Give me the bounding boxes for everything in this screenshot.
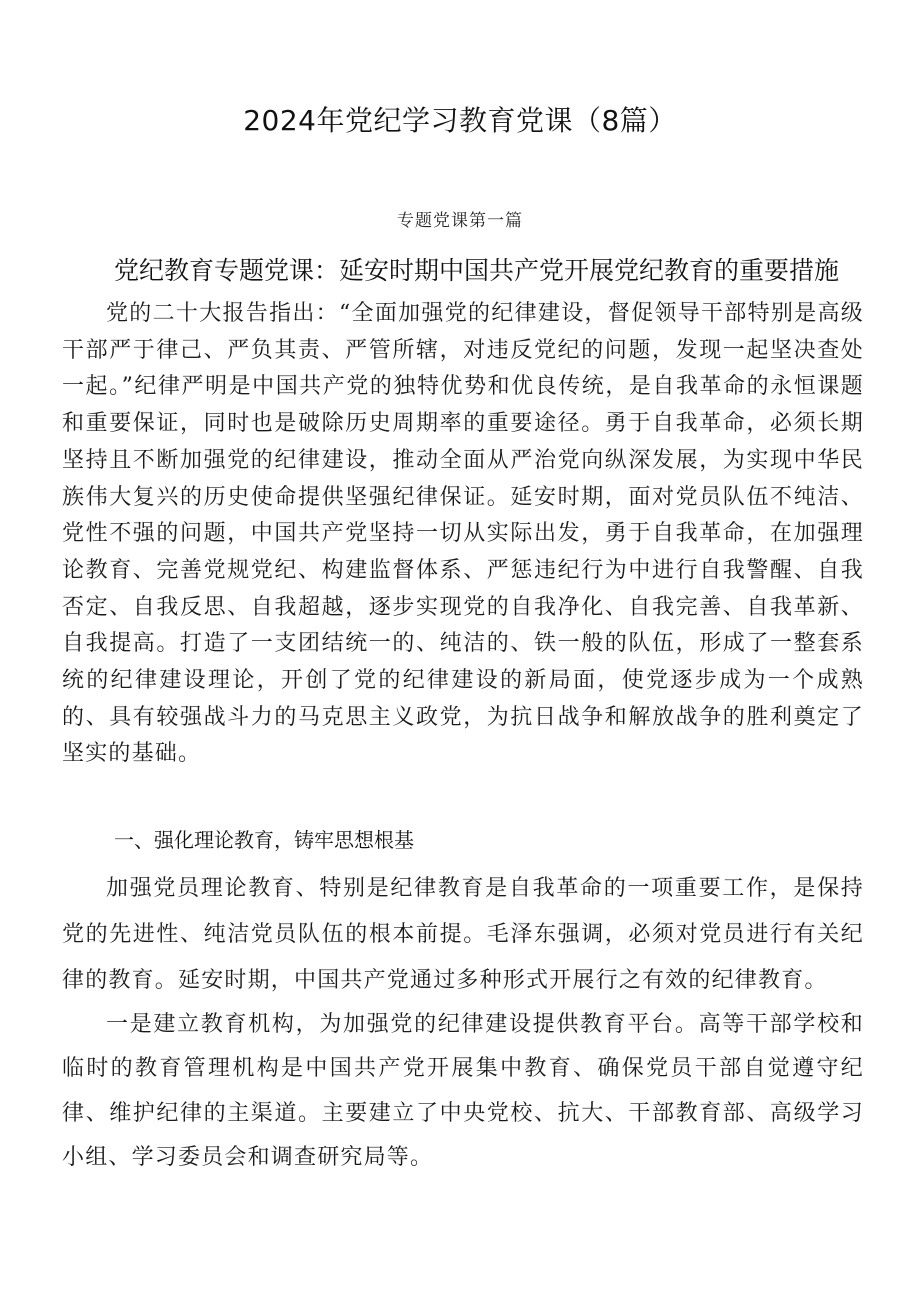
section-label: 专题党课第一篇 bbox=[397, 211, 523, 231]
paragraph-intro: 党的二十大报告指出：“全面加强党的纪律建设，督促领导干部特别是高级干部严于律己、严负其责、严管所辖，对违反党纪的问题，发现一起坚决查处一起。”纪律严明是中国共产党的独特优势和优良传统，是自我革命的永恒课题和重要保证，同时也是破除历史周期率的重要途径。勇于自我革命，必须长期坚持且不断加强党的纪律建设，推动全面从严治党向纵深发展，为实现中华民族伟大复兴的历史使命提供坚强纪律保证。延安时期，面对党员队伍不纯洁、党性不强的问题，中国共产党坚持一切从实际出发，勇于自我革命，在加强理论教育、完善党规党纪、构建监督体系、严惩违纪行为中进行自我警醒、自我否定、自我反思、自我超越，逐步实现党的自我净化、自我完善、自我革新、自我提高。打造了一支团结统一的、纯洁的、铁一般的队伍，形成了一整套系统的纪律建设理论，开创了党的纪律建设的新局面，使党逐步成为一个成熟的、具有较强战斗力的马克思主义政党，为抗日战争和解放战争的胜利奠定了坚实的基础。 bbox=[62, 301, 864, 767]
section-heading-1: 一、强化理论教育，铸牢思想根基 bbox=[114, 828, 414, 852]
document-subtitle: 党纪教育专题党课：延安时期中国共产党开展党纪教育的重要措施 bbox=[114, 256, 840, 285]
paragraph-education-institutions: 一是建立教育机构，为加强党的纪律建设提供教育平台。高等干部学校和临时的教育管理机构是中国共产党开展集中教育、确保党员干部自觉遵守纪律、维护纪律的主渠道。主要建立了中央党校、抗大、干部教育部、高级学习小组、学习委员会和调查研究局等。 bbox=[62, 1012, 864, 1170]
document-title: 2024年党纪学习教育党课（8篇） bbox=[243, 104, 677, 137]
paragraph-theory-education: 加强党员理论教育、特别是纪律教育是自我革命的一项重要工作，是保持党的先进性、纯洁党员队伍的根本前提。毛泽东强调，必须对党员进行有关纪律的教育。延安时期，中国共产党通过多种形式开展行之有效的纪律教育。 bbox=[62, 876, 864, 993]
